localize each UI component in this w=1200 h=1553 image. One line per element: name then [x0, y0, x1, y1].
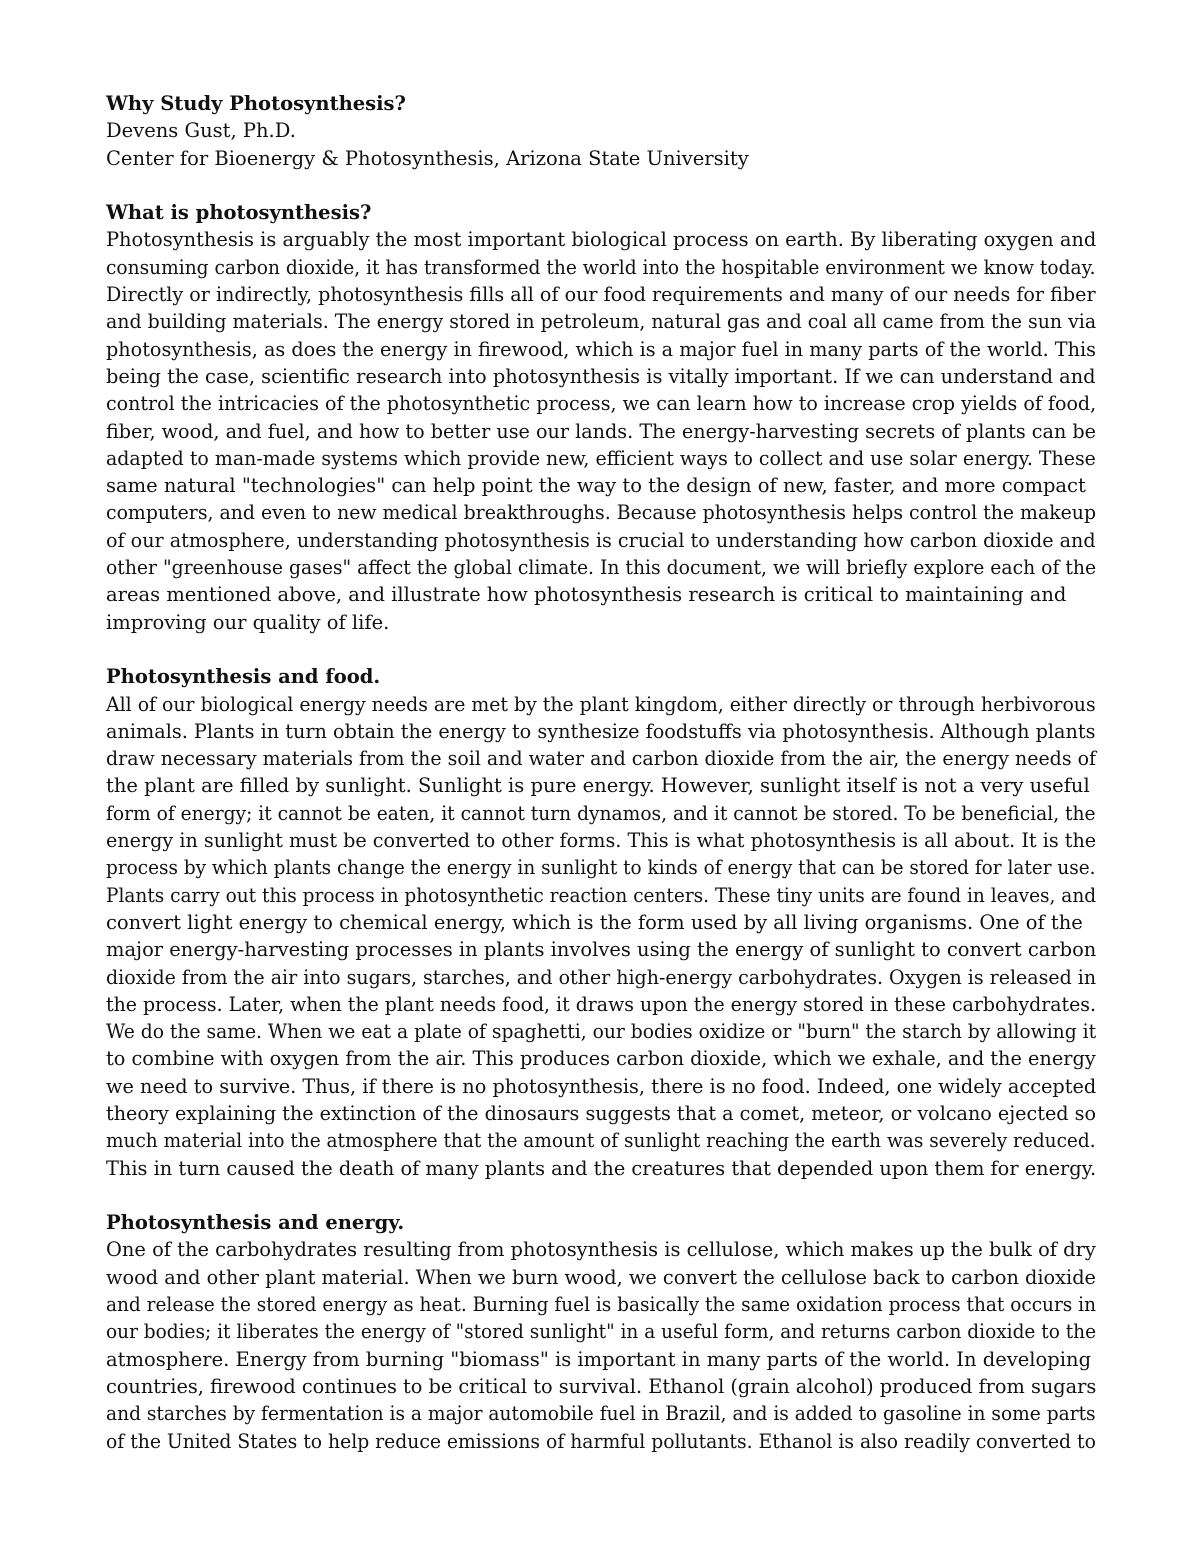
- text-line: This in turn caused the death of many plants and the creatures that depended upon them for energy.: [106, 1156, 1097, 1180]
- text-line: the process. Later, when the plant needs food, it draws upon the energy stored in these carbohydrates.: [106, 992, 1097, 1016]
- text-line: draw necessary materials from the soil and water and carbon dioxide from the air, the energy needs of: [106, 747, 1097, 771]
- text-line: theory explaining the extinction of the dinosaurs suggests that a comet, meteor, or volcano ejected so: [106, 1101, 1096, 1125]
- text-line: to combine with oxygen from the air. This produces carbon dioxide, which we exhale, and the energy: [106, 1047, 1096, 1071]
- text-line: same natural "technologies" can help point the way to the design of new, faster, and more compact: [106, 474, 1086, 498]
- text-line: adapted to man-made systems which provide new, efficient ways to collect and use solar energy. These: [106, 446, 1096, 470]
- text-line: improving our quality of life.: [106, 610, 390, 634]
- text-line: fiber, wood, and fuel, and how to better use our lands. The energy-harvesting secrets of plants can be: [106, 419, 1097, 443]
- author-name: Devens Gust, Ph.D.: [106, 119, 296, 143]
- author-affiliation: Center for Bioenergy & Photosynthesis, Arizona State University: [106, 146, 749, 170]
- text-line: control the intricacies of the photosynthetic process, we can learn how to increase crop yields of food,: [106, 392, 1097, 416]
- text-line: and release the stored energy as heat. Burning fuel is basically the same oxidation process that occurs in: [106, 1293, 1096, 1317]
- text-line: and starches by fermentation is a major automobile fuel in Brazil, and is added to gasoline in some parts: [106, 1402, 1096, 1426]
- paragraph-spacer: [106, 172, 1096, 199]
- section-heading: What is photosynthesis?: [106, 201, 372, 225]
- text-line: major energy-harvesting processes in plants involves using the energy of sunlight to convert carbon: [106, 938, 1097, 962]
- text-line: One of the carbohydrates resulting from photosynthesis is cellulose, which makes up the bulk of dry: [106, 1238, 1096, 1262]
- text-line: countries, firewood continues to be critical to survival. Ethanol (grain alcohol) produced from sugars: [106, 1374, 1097, 1398]
- section-paragraph: [106, 226, 1096, 635]
- text-line: and building materials. The energy stored in petroleum, natural gas and coal all came from the sun via: [106, 310, 1097, 334]
- text-line: much material into the atmosphere that the amount of sunlight reaching the earth was severely reduced.: [106, 1129, 1096, 1153]
- text-line: our bodies; it liberates the energy of "stored sunlight" in a useful form, and returns carbon dioxide to the: [106, 1320, 1097, 1344]
- text-line: of the United States to help reduce emissions of harmful pollutants. Ethanol is also readily converted to: [106, 1429, 1096, 1453]
- text-line: wood and other plant material. When we burn wood, we convert the cellulose back to carbon dioxide: [106, 1265, 1096, 1289]
- text-line: Photosynthesis is arguably the most important biological process on earth. By liberating oxygen and: [106, 228, 1097, 252]
- section-paragraph: [106, 691, 1096, 1182]
- paragraph-spacer: [106, 636, 1096, 663]
- text-line: energy in sunlight must be converted to other forms. This is what photosynthesis is all about. It is the: [106, 829, 1097, 853]
- text-line: Plants carry out this process in photosynthetic reaction centers. These tiny units are found in leaves, and: [106, 883, 1097, 907]
- text-line: of our atmosphere, understanding photosynthesis is crucial to understanding how carbon dioxide and: [106, 528, 1096, 552]
- text-line: areas mentioned above, and illustrate how photosynthesis research is critical to maintaining and: [106, 583, 1067, 607]
- text-line: Directly or indirectly, photosynthesis fills all of our food requirements and many of our needs for fiber: [106, 283, 1096, 307]
- document-title: Why Study Photosynthesis?: [106, 92, 406, 115]
- text-line: convert light energy to chemical energy, which is the form used by all living organisms. One of the: [106, 910, 1083, 934]
- text-line: All of our biological energy needs are met by the plant kingdom, either directly or through herbivorous: [106, 692, 1096, 716]
- text-line: form of energy; it cannot be eaten, it cannot turn dynamos, and it cannot be stored. To be beneficial, the: [106, 801, 1096, 825]
- section-heading: Photosynthesis and food.: [106, 665, 381, 689]
- text-line: we need to survive. Thus, if there is no photosynthesis, there is no food. Indeed, one widely accepted: [106, 1074, 1097, 1098]
- text-line: photosynthesis, as does the energy in firewood, which is a major fuel in many parts of the world. This: [106, 337, 1096, 361]
- paragraph-spacer: [106, 1182, 1096, 1209]
- section-paragraph: [106, 1236, 1096, 1454]
- document-body: [106, 90, 1096, 1455]
- text-line: atmosphere. Energy from burning "biomass" is important in many parts of the world. In developing: [106, 1347, 1092, 1371]
- text-line: computers, and even to new medical breakthroughs. Because photosynthesis helps control the makeup: [106, 501, 1097, 525]
- text-line: process by which plants change the energy in sunlight to kinds of energy that can be stored for later use.: [106, 856, 1096, 880]
- text-line: consuming carbon dioxide, it has transformed the world into the hospitable environment we know today.: [106, 255, 1096, 279]
- text-line: We do the same. When we eat a plate of spaghetti, our bodies oxidize or "burn" the starch by allowing it: [106, 1020, 1097, 1044]
- text-line: being the case, scientific research into photosynthesis is vitally important. If we can understand and: [106, 364, 1096, 388]
- text-line: other "greenhouse gases" affect the global climate. In this document, we will briefly explore each of the: [106, 556, 1097, 580]
- text-line: dioxide from the air into sugars, starches, and other high-energy carbohydrates. Oxygen is released in: [106, 965, 1097, 989]
- text-line: animals. Plants in turn obtain the energy to synthesize foodstuffs via photosynthesis. Although plants: [106, 719, 1096, 743]
- section-heading: Photosynthesis and energy.: [106, 1211, 405, 1235]
- text-line: the plant are filled by sunlight. Sunlight is pure energy. However, sunlight itself is not a very useful: [106, 774, 1090, 798]
